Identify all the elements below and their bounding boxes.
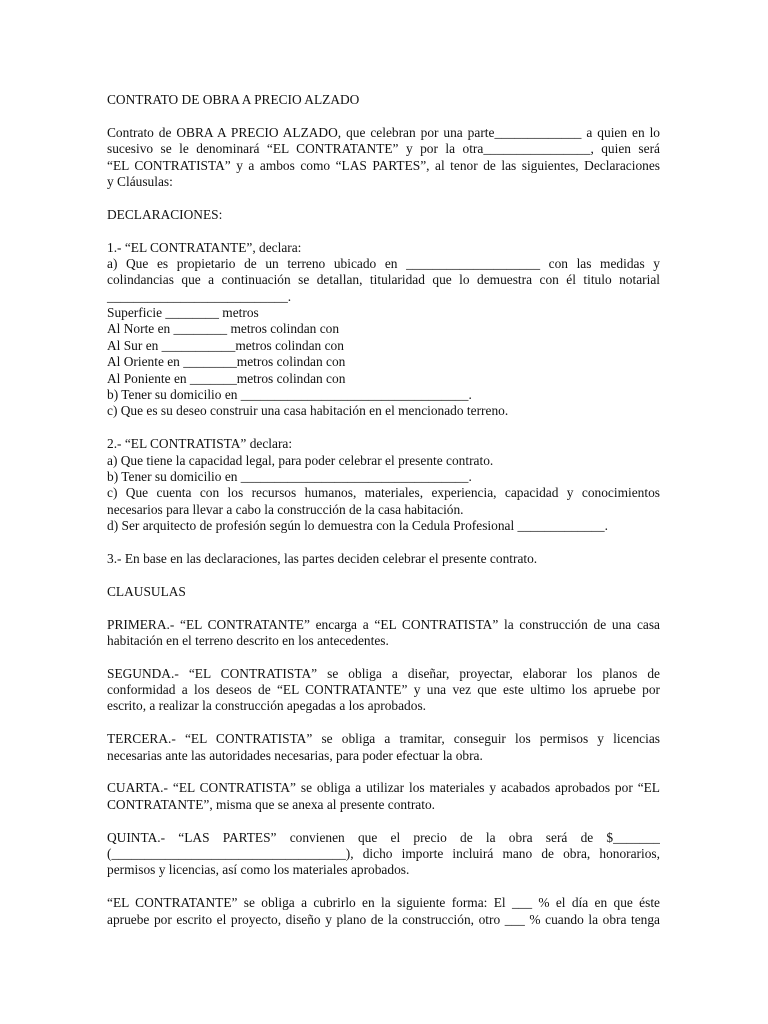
clausula-line: (___________________________________), dicho importe incluirá mano de obra, honorarios, — [107, 845, 660, 861]
spacer — [107, 764, 660, 780]
intro-line: y Cláusulas: — [107, 173, 173, 189]
declaracion-line: Al Sur en ___________metros colindan con — [107, 337, 344, 353]
pago-line: “EL CONTRATANTE” se obliga a cubrirlo en la siguiente forma: El ___ % el día en que éste — [107, 895, 660, 911]
spacer — [107, 879, 660, 895]
declaracion-line: Al Poniente en _______metros colindan con — [107, 370, 346, 386]
contract-document — [107, 92, 660, 928]
declaracion-line: Al Norte en ________ metros colindan con — [107, 321, 340, 337]
spacer — [107, 420, 660, 436]
clausula-line: habitación en el terreno descrito en los antecedentes. — [107, 632, 389, 648]
intro-line: sucesivo se le denominará “EL CONTRATANTE” y por la otra________________, quien será — [107, 141, 660, 157]
clausula-line: CUARTA.- “EL CONTRATISTA” se obliga a utilizar los materiales y acabados aprobados por “EL — [107, 780, 660, 796]
clausula-line: conformidad a los deseos de “EL CONTRATANTE” y una vez que este ultimo los apruebe por — [107, 682, 660, 698]
spacer — [107, 813, 660, 829]
declaracion-line: Al Oriente en ________metros colindan con — [107, 354, 346, 370]
spacer — [107, 190, 660, 206]
declaracion-1-heading: 1.- “EL CONTRATANTE”, declara: — [107, 239, 302, 255]
clausula-line: SEGUNDA.- “EL CONTRATISTA” se obliga a diseñar, proyectar, elaborar los planos de — [107, 665, 660, 681]
spacer — [107, 108, 660, 124]
spacer — [107, 223, 660, 239]
intro-line: Contrato de OBRA A PRECIO ALZADO, que celebran por una parte_____________ a quien en lo — [107, 124, 660, 140]
declaracion-line: c) Que es su deseo construir una casa habitación en el mencionado terreno. — [107, 403, 509, 419]
declaracion-line: b) Tener su domicilio en __________________________________. — [107, 387, 472, 403]
declaracion-line: necesarios para llevar a cabo la construcción de la casa habitación. — [107, 501, 464, 517]
clausula-line: escrito, a realizar la construcción apegadas a los aprobados. — [107, 698, 427, 714]
clausula-cuarta — [107, 780, 660, 813]
declaracion-line: a) Que es propietario de un terreno ubicado en ____________________ con las medidas y — [107, 255, 660, 271]
clausula-line: QUINTA.- “LAS PARTES” convienen que el precio de la obra será de $_______ — [107, 829, 660, 845]
clausula-line: TERCERA.- “EL CONTRATISTA” se obliga a tramitar, conseguir los permisos y licencias — [107, 731, 660, 747]
declaracion-line: b) Tener su domicilio en __________________________________. — [107, 468, 472, 484]
declaracion-line: colindancias que a continuación se detallan, titularidad que lo demuestra con él titulo notarial — [107, 272, 660, 288]
declaracion-line: Superficie ________ metros — [107, 305, 259, 321]
clausulas-heading: CLAUSULAS — [107, 583, 186, 599]
document-title: CONTRATO DE OBRA A PRECIO ALZADO — [107, 92, 360, 107]
spacer — [107, 535, 660, 551]
clausula-tercera — [107, 731, 660, 764]
intro-paragraph — [107, 125, 660, 191]
declaracion-3: 3.- En base en las declaraciones, las partes deciden celebrar el presente contrato. — [107, 550, 538, 566]
intro-line: “EL CONTRATISTA” y a ambos como “LAS PARTES”, al tenor de las siguientes, Declaraciones — [107, 157, 660, 173]
spacer — [107, 715, 660, 731]
clausula-line: necesarias ante las autoridades necesarias, para poder efectuar la obra. — [107, 747, 483, 763]
declaraciones-heading: DECLARACIONES: — [107, 206, 223, 222]
clausula-line: permisos y licencias, así como los materiales aprobados. — [107, 862, 410, 878]
declaracion-line: ___________________________. — [107, 288, 292, 304]
spacer — [107, 567, 660, 583]
clausula-segunda — [107, 666, 660, 715]
clausula-line: CONTRATANTE”, misma que se anexa al presente contrato. — [107, 796, 436, 812]
clausula-quinta — [107, 830, 660, 879]
spacer — [107, 649, 660, 665]
pago-line: apruebe por escrito el proyecto, diseño y plano de la construcción, otro ___ % cuando la obra tenga — [107, 911, 660, 927]
declaracion-2 — [107, 436, 660, 534]
clausula-line: PRIMERA.- “EL CONTRATANTE” encarga a “EL CONTRATISTA” la construcción de una casa — [107, 616, 660, 632]
forma-de-pago — [107, 895, 660, 928]
declaracion-2-heading: 2.- “EL CONTRATISTA” declara: — [107, 436, 293, 452]
declaracion-line: a) Que tiene la capacidad legal, para poder celebrar el presente contrato. — [107, 452, 494, 468]
declaracion-line: c) Que cuenta con los recursos humanos, materiales, experiencia, capacidad y conocimientos — [107, 485, 660, 501]
declaracion-1 — [107, 240, 660, 420]
spacer — [107, 600, 660, 616]
declaracion-line: d) Ser arquitecto de profesión según lo demuestra con la Cedula Profesional _____________. — [107, 518, 608, 534]
clausula-primera — [107, 617, 660, 650]
